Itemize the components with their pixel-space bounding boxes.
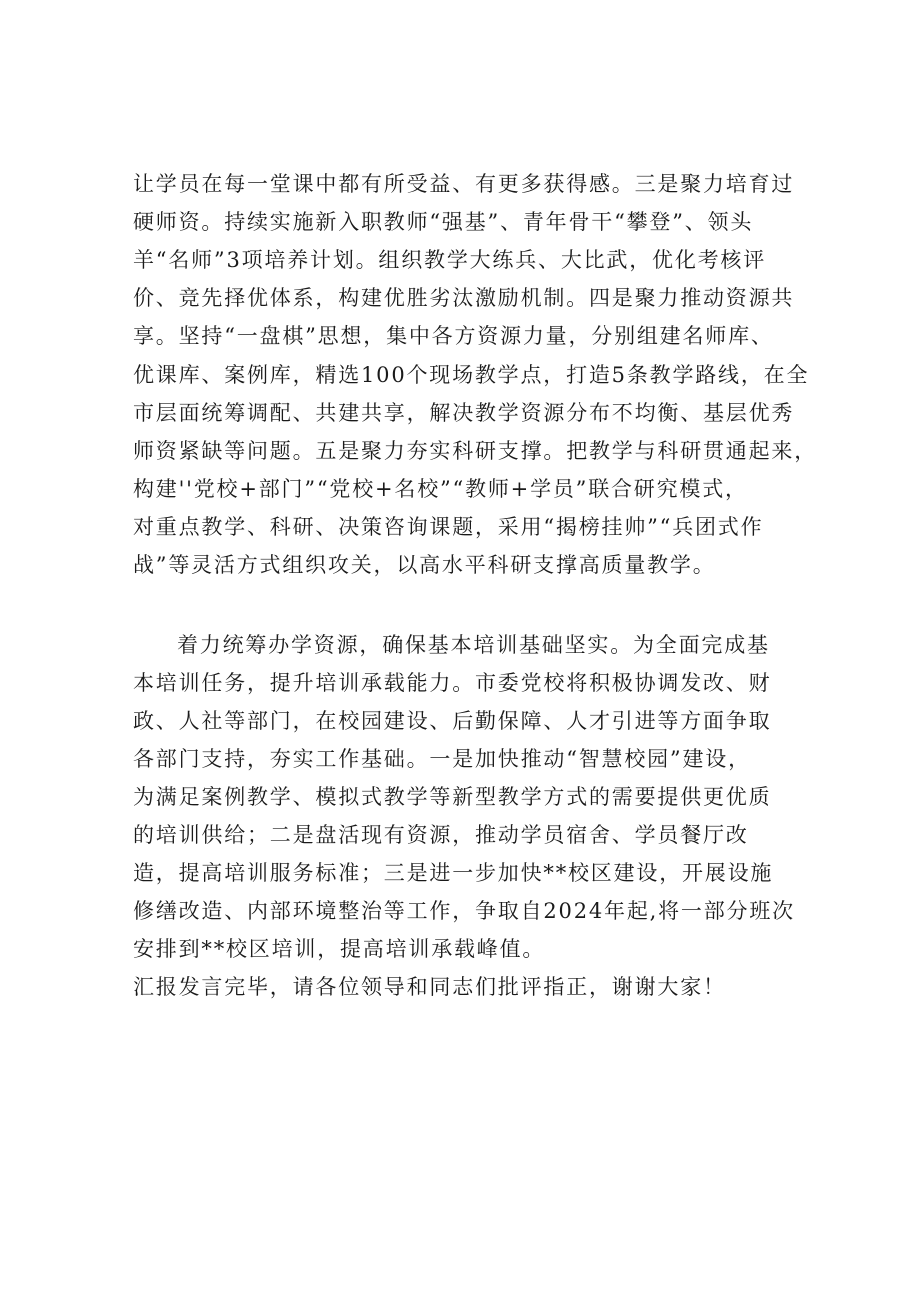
text-line: 政、人社等部门，在校园建设、后勤保障、人才引进等方面争取	[133, 709, 772, 733]
text-line: 优课库、案例库，精选100个现场教学点，打造5条教学路线，在全	[133, 363, 810, 387]
text-line: 价、竞先择优体系，构建优胜劣汰激励机制。四是聚力推动资源共	[133, 286, 795, 310]
text-line: 市层面统筹调配、共建共享，解决教学资源分布不均衡、基层优秀	[133, 401, 795, 425]
text-line: 安排到**校区培训，提高培训承载峰值。	[133, 937, 546, 961]
text-line: 汇报发言完毕，请各位领导和同志们批评指正，谢谢大家！	[133, 975, 726, 999]
text-line: 各部门支持，夯实工作基础。一是加快推动“智慧校园”建设，	[133, 747, 751, 771]
text-line: 硬师资。持续实施新入职教师“强基”、青年骨干“攀登”、领头	[133, 210, 754, 234]
text-line: 师资紧缺等问题。五是聚力夯实科研支撑。把教学与科研贯通起来，	[133, 439, 817, 463]
text-line: 羊“名师”3项培养计划。组织教学大练兵、大比武，优化考核评	[133, 248, 767, 272]
text-line: 为满足案例教学、模拟式教学等新型教学方式的需要提供更优质	[133, 785, 772, 809]
text-line: 战”等灵活方式组织攻关，以高水平科研支撑高质量教学。	[133, 553, 716, 577]
text-line: 让学员在每一堂课中都有所受益、有更多获得感。三是聚力培育过	[133, 172, 795, 196]
text-line: 享。坚持“一盘棋”思想，集中各方资源力量，分别组建名师库、	[133, 324, 774, 348]
text-line: 对重点教学、科研、决策咨询课题，采用“揭榜挂帅”“兵团式作	[133, 515, 764, 539]
text-line: 本培训任务，提升培训承载能力。市委党校将积极协调发改、财	[133, 671, 772, 695]
text-line: 的培训供给；二是盘活现有资源，推动学员宿舍、学员餐厅改	[133, 823, 749, 847]
text-line: 构建''党校+部门”“党校+名校”“教师+学员”联合研究模式，	[133, 477, 748, 501]
text-line: 修缮改造、内部环境整治等工作，争取自2024年起,将一部分班次	[133, 899, 795, 923]
text-line: 着力统筹办学资源，确保基本培训基础坚实。为全面完成基	[177, 633, 770, 657]
text-line: 造，提高培训服务标准；三是进一步加快**校区建设，开展设施	[133, 861, 774, 885]
